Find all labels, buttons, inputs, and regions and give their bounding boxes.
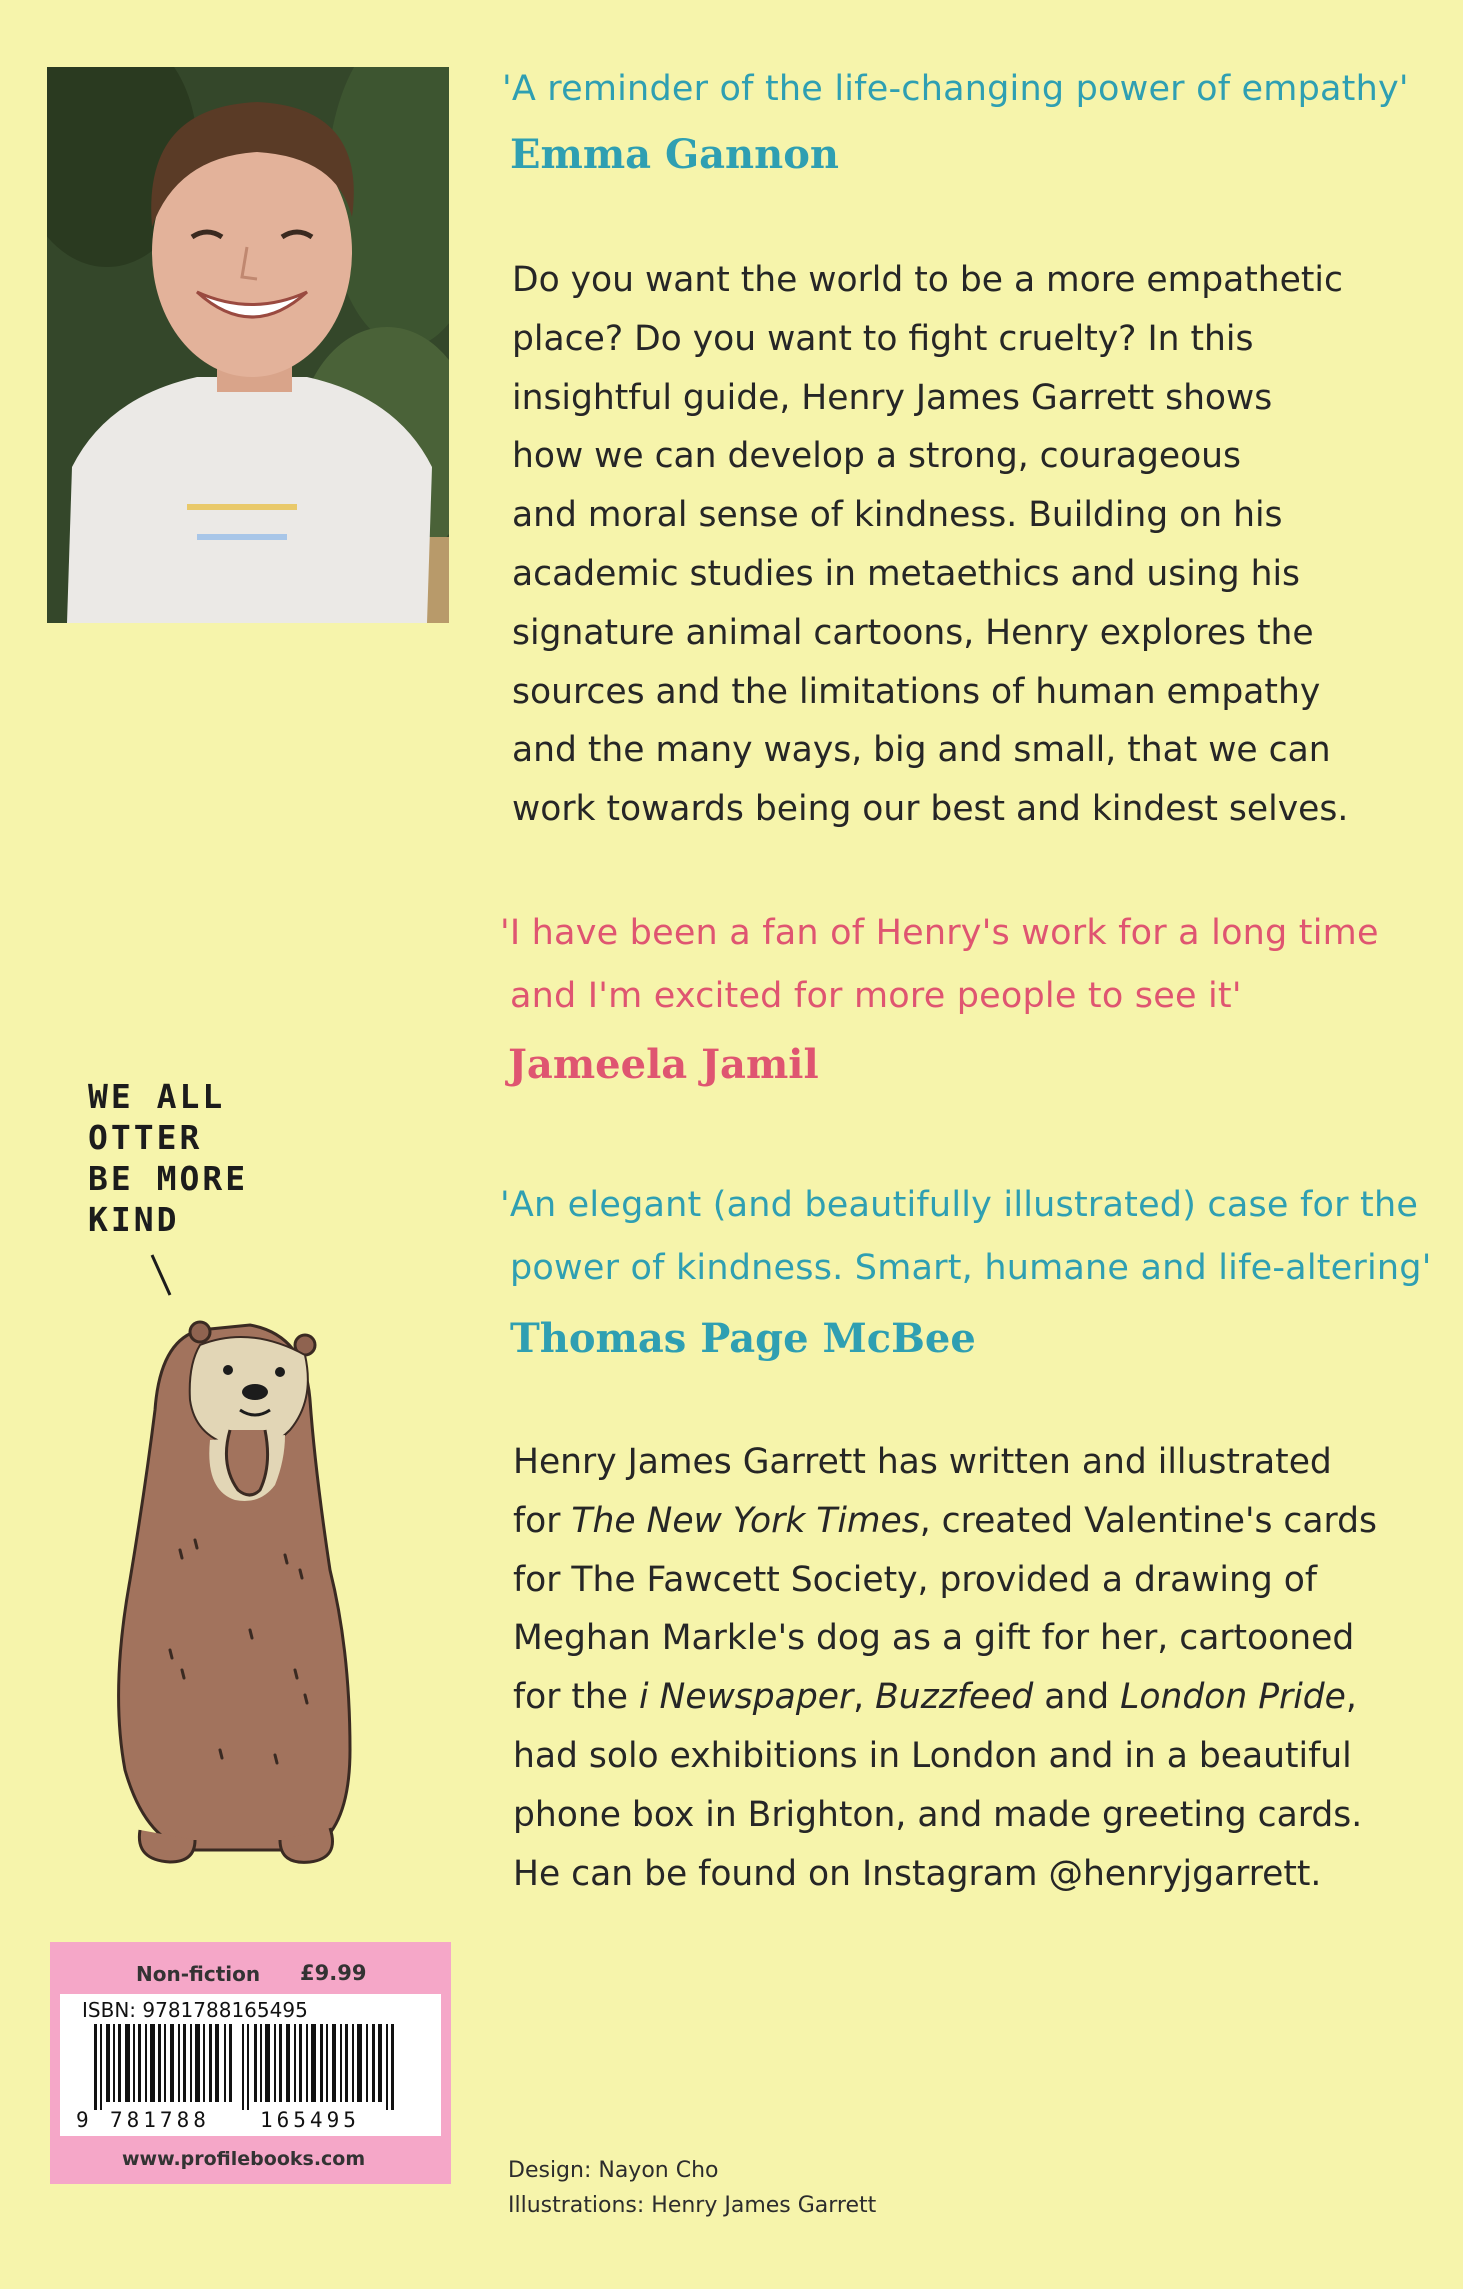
attribution-emma-gannon: Emma Gannon xyxy=(510,131,839,178)
blurb-line: how we can develop a strong, courageous xyxy=(512,436,1242,477)
isbn-text: ISBN: 9781788165495 xyxy=(82,1998,308,2022)
barcode-digit-first: 9 xyxy=(76,2108,89,2132)
otter-illustration xyxy=(100,1250,370,1890)
attribution-jameela-jamil: Jameela Jamil xyxy=(508,1041,819,1088)
quote-line: power of kindness. Smart, humane and life-altering' xyxy=(510,1248,1432,1288)
author-bio xyxy=(513,1433,1433,1903)
blurb-line: signature animal cartoons, Henry explores the xyxy=(512,612,1314,653)
credits xyxy=(508,2153,876,2223)
price-barcode-label xyxy=(50,1942,451,2184)
bio-line: phone box in Brighton, and made greeting cards. xyxy=(513,1794,1363,1835)
bio-line: Meghan Markle's dog as a gift for her, cartooned xyxy=(513,1618,1355,1659)
quote-line: 'I have been a fan of Henry's work for a long time xyxy=(500,913,1379,953)
blurb-line: sources and the limitations of human empathy xyxy=(512,671,1321,712)
otter-caption: WE ALL OTTER BE MORE KIND xyxy=(88,1077,249,1239)
attribution-thomas-page-mcbee: Thomas Page McBee xyxy=(510,1315,976,1362)
quote-thomas-page-mcbee xyxy=(500,1174,1432,1300)
blurb-line: and moral sense of kindness. Building on his xyxy=(512,495,1283,536)
quote-line: 'An elegant (and beautifully illustrated) case for the xyxy=(500,1185,1419,1225)
blurb-line: Do you want the world to be a more empathetic xyxy=(512,260,1343,300)
category-text: Non-fiction xyxy=(136,1962,261,1986)
bio-line: Henry James Garrett has written and illustrated xyxy=(513,1442,1332,1482)
quote-emma-gannon: 'A reminder of the life-changing power of empathy' xyxy=(502,69,1409,109)
blurb-line: place? Do you want to fight cruelty? In this xyxy=(512,318,1254,359)
quote-line: and I'm excited for more people to see it' xyxy=(510,976,1242,1016)
barcode-digits-left: 781788 xyxy=(110,2108,210,2132)
illustrations-credit: Illustrations: Henry James Garrett xyxy=(508,2193,877,2218)
blurb-line: academic studies in metaethics and using his xyxy=(512,553,1301,594)
barcode xyxy=(94,2024,414,2110)
barcode-panel xyxy=(60,1994,441,2136)
blurb-line: insightful guide, Henry James Garrett shows xyxy=(512,377,1273,418)
quote-jameela-jamil xyxy=(500,902,1379,1028)
book-description xyxy=(512,251,1432,839)
author-photo xyxy=(47,67,449,623)
bio-line: He can be found on Instagram @henryjgarrett. xyxy=(513,1853,1322,1894)
blurb-line: and the many ways, big and small, that we can xyxy=(512,730,1331,771)
bio-line: for The New York Times, created Valentine's cards xyxy=(513,1500,1377,1541)
blurb-line: work towards being our best and kindest selves. xyxy=(512,789,1349,830)
barcode-digits-right: 165495 xyxy=(260,2108,360,2132)
price-text: £9.99 xyxy=(300,1961,367,1985)
bio-line: for The Fawcett Society, provided a drawing of xyxy=(513,1559,1317,1600)
bio-line: for the i Newspaper, Buzzfeed and London Pride, xyxy=(513,1677,1357,1718)
publisher-url: www.profilebooks.com xyxy=(122,2148,366,2170)
bio-line: had solo exhibitions in London and in a beautiful xyxy=(513,1735,1352,1776)
design-credit: Design: Nayon Cho xyxy=(508,2158,719,2183)
